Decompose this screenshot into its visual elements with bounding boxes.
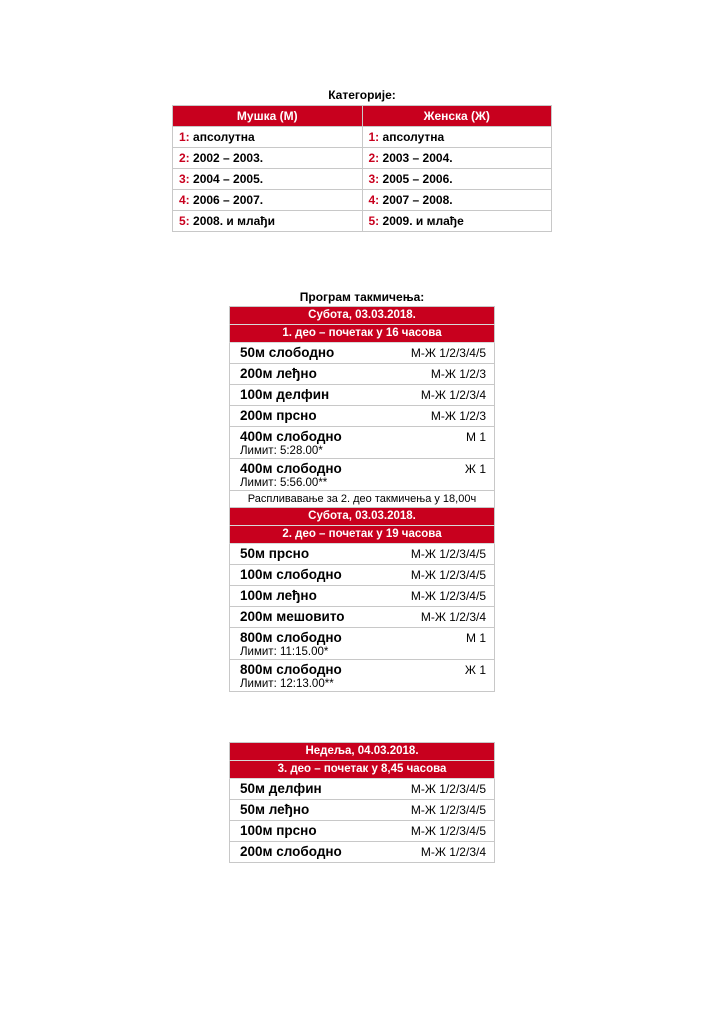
event-category: Ж 1 (382, 660, 494, 692)
event-limit: Лимит: 12:13.00** (240, 678, 334, 690)
event-row (230, 565, 495, 586)
event-name: 100м слободно (240, 567, 342, 582)
event-row (230, 427, 495, 459)
event-cell (230, 427, 383, 459)
category-number: 3: (368, 172, 380, 186)
event-row (230, 343, 495, 364)
categories-title: Категорије: (328, 88, 396, 102)
female-category-cell (362, 211, 552, 232)
event-row (230, 364, 495, 385)
event-name: 200м леђно (240, 366, 317, 381)
male-header: Мушка (М) (173, 106, 363, 127)
event-category: М-Ж 1/2/3/4 (382, 385, 494, 406)
event-name: 50м леђно (240, 802, 310, 817)
program-header-row (230, 508, 495, 526)
event-row (230, 660, 495, 692)
event-row (230, 586, 495, 607)
event-limit: Лимит: 11:15.00* (240, 646, 329, 658)
event-name: 200м мешовито (240, 609, 345, 624)
event-category: М-Ж 1/2/3/4/5 (381, 821, 495, 842)
event-category: М-Ж 1/2/3/4 (381, 842, 495, 863)
program-header-row (230, 761, 495, 779)
event-cell (230, 544, 383, 565)
event-category: М-Ж 1/2/3/4/5 (381, 800, 495, 821)
category-number: 2: (179, 151, 190, 165)
event-category: М 1 (382, 628, 494, 660)
event-row (230, 607, 495, 628)
category-label: 2008. и млађи (193, 214, 275, 228)
event-category: М-Ж 1/2/3/4 (382, 607, 494, 628)
female-category-cell (362, 127, 552, 148)
event-category: М-Ж 1/2/3 (382, 364, 494, 385)
event-limit: Лимит: 5:28.00* (240, 445, 323, 457)
event-row (230, 406, 495, 427)
event-category: М 1 (382, 427, 494, 459)
event-row (230, 800, 495, 821)
event-cell (230, 459, 383, 491)
female-category-cell (362, 169, 552, 190)
event-name: 800м слободно (240, 662, 342, 677)
event-row (230, 842, 495, 863)
event-category: М-Ж 1/2/3/4/5 (382, 544, 494, 565)
program-header2: 2. део – почетак у 19 часова (230, 526, 495, 544)
event-category: М-Ж 1/2/3/4/5 (381, 779, 495, 800)
event-cell (230, 800, 381, 821)
event-name: 50м слободно (240, 345, 335, 360)
event-cell (230, 628, 383, 660)
male-category-cell (173, 148, 363, 169)
event-name: 50м делфин (240, 781, 322, 796)
program-header2: 3. део – почетак у 8,45 часова (230, 761, 495, 779)
event-cell (230, 406, 383, 427)
event-category: М-Ж 1/2/3/4/5 (382, 565, 494, 586)
program-header1: Субота, 03.03.2018. (230, 307, 495, 325)
category-number: 1: (179, 130, 190, 144)
program-block-3 (229, 742, 495, 863)
event-cell (230, 565, 383, 586)
event-limit: Лимит: 5:56.00** (240, 477, 328, 489)
event-cell (230, 821, 381, 842)
event-category: Ж 1 (382, 459, 494, 491)
program-header-row (230, 526, 495, 544)
category-label: 2004 – 2005. (193, 172, 264, 186)
event-row (230, 779, 495, 800)
category-label: 2007 – 2008. (382, 193, 453, 207)
male-category-cell (173, 211, 363, 232)
category-number: 1: (368, 130, 380, 144)
event-category: М-Ж 1/2/3/4/5 (382, 343, 494, 364)
event-name: 100м делфин (240, 387, 330, 402)
event-name: 100м леђно (240, 588, 317, 603)
category-row (173, 148, 552, 169)
event-row (230, 821, 495, 842)
event-name: 800м слободно (240, 630, 342, 645)
program-header-row (230, 325, 495, 343)
program-header1: Недеља, 04.03.2018. (230, 743, 495, 761)
event-cell (230, 364, 383, 385)
event-row (230, 628, 495, 660)
program-header1: Субота, 03.03.2018. (230, 508, 495, 526)
category-number: 4: (368, 193, 380, 207)
female-category-cell (362, 148, 552, 169)
female-header: Женска (Ж) (362, 106, 552, 127)
category-label: апсолутна (193, 130, 255, 144)
category-label: 2006 – 2007. (193, 193, 264, 207)
category-label: апсолутна (382, 130, 445, 144)
category-number: 5: (179, 214, 190, 228)
event-row (230, 385, 495, 406)
male-category-cell (173, 127, 363, 148)
category-row (173, 127, 552, 148)
event-cell (230, 607, 383, 628)
category-row (173, 190, 552, 211)
program-title: Програм такмичења: (299, 290, 425, 304)
event-category: М-Ж 1/2/3/4/5 (382, 586, 494, 607)
event-cell (230, 343, 383, 364)
category-row (173, 211, 552, 232)
category-row (173, 169, 552, 190)
event-name: 50м прсно (240, 546, 310, 561)
category-number: 3: (179, 172, 190, 186)
program-note: Распливавање за 2. део такмичења у 18,00ч (230, 491, 495, 508)
program-note-row (230, 491, 495, 508)
program-header-row (230, 743, 495, 761)
event-cell (230, 385, 383, 406)
program-header-row (230, 307, 495, 325)
event-name: 100м прсно (240, 823, 317, 838)
event-row (230, 459, 495, 491)
event-cell (230, 842, 381, 863)
event-name: 200м слободно (240, 844, 342, 859)
event-name: 400м слободно (240, 461, 342, 476)
male-category-cell (173, 169, 363, 190)
category-label: 2002 – 2003. (193, 151, 264, 165)
category-number: 5: (368, 214, 380, 228)
category-label: 2003 – 2004. (382, 151, 453, 165)
category-number: 4: (179, 193, 190, 207)
category-number: 2: (368, 151, 380, 165)
event-cell (230, 779, 381, 800)
categories-table (172, 105, 552, 232)
event-category: М-Ж 1/2/3 (382, 406, 494, 427)
female-category-cell (362, 190, 552, 211)
category-label: 2005 – 2006. (382, 172, 453, 186)
program-block-1 (229, 306, 495, 692)
event-cell (230, 586, 383, 607)
event-name: 200м прсно (240, 408, 317, 423)
event-cell (230, 660, 383, 692)
event-row (230, 544, 495, 565)
category-label: 2009. и млађе (382, 214, 464, 228)
male-category-cell (173, 190, 363, 211)
event-name: 400м слободно (240, 429, 342, 444)
program-header2: 1. део – почетак у 16 часова (230, 325, 495, 343)
